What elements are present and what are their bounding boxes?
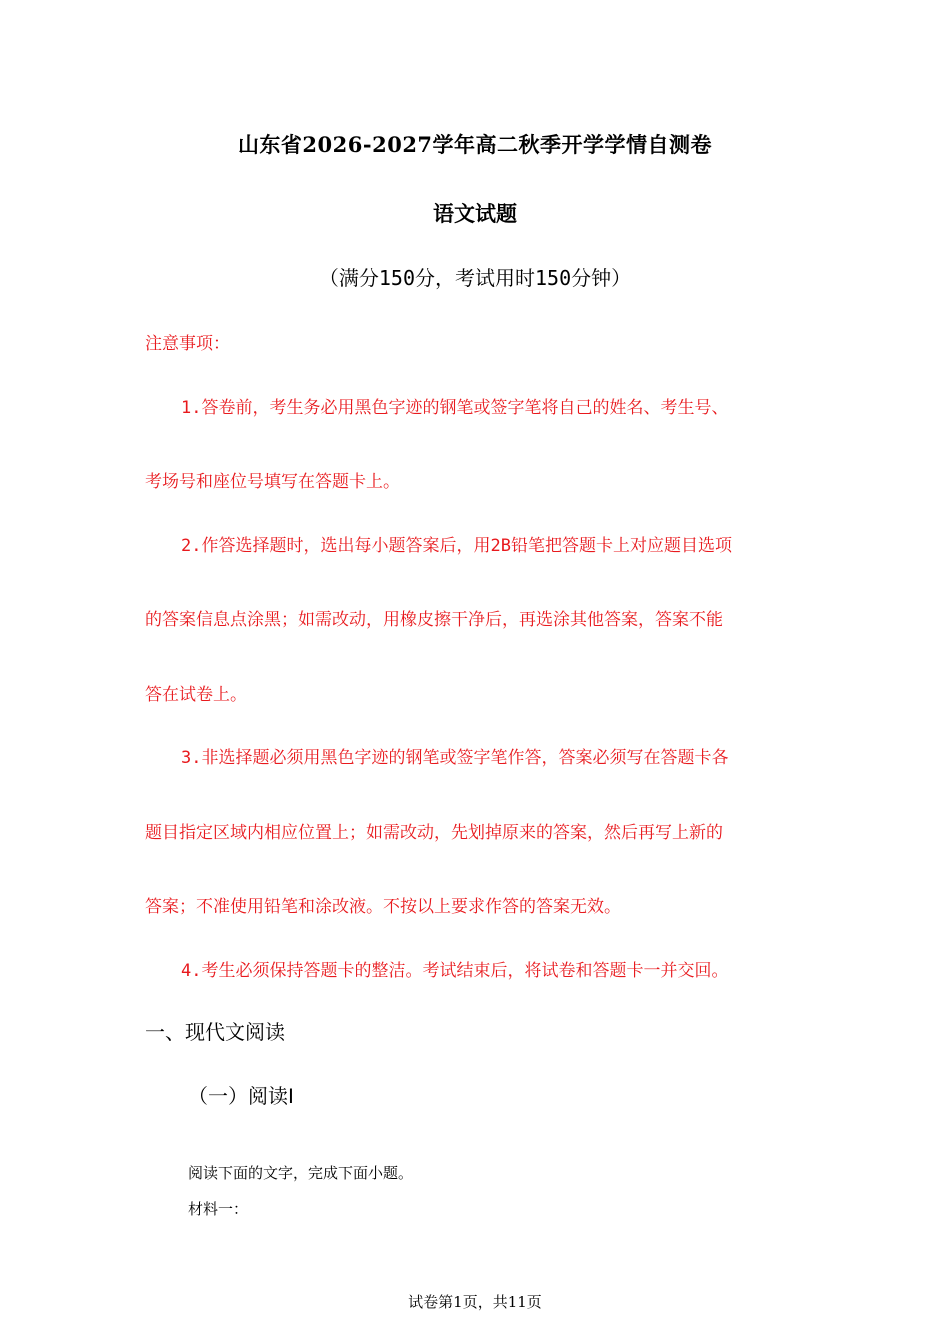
notice-line: 2.作答选择题时，选出每小题答案后，用2B铅笔把答题卡上对应题目选项 xyxy=(181,536,732,556)
notice-line: 考场号和座位号填写在答题卡上。 xyxy=(145,472,400,492)
notice-line: 4.考生必须保持答题卡的整洁。考试结束后，将试卷和答题卡一并交回。 xyxy=(181,961,729,981)
section-heading: 一、现代文阅读 xyxy=(145,1020,285,1044)
material-label: 材料一： xyxy=(188,1200,249,1218)
notice-line: 的答案信息点涂黑；如需改动，用橡皮擦干净后，再选涂其他答案，答案不能 xyxy=(145,610,723,630)
section-subheading: （一）阅读Ⅰ xyxy=(188,1084,294,1108)
exam-title: 山东省2026-2027学年高二秋季开学学情自测卷 xyxy=(237,132,713,157)
notice-line: 3.非选择题必须用黑色字迹的钢笔或签字笔作答，答案必须写在答题卡各 xyxy=(181,748,729,768)
notice-heading: 注意事项： xyxy=(145,334,230,354)
exam-subject: 语文试题 xyxy=(433,201,517,226)
notice-line: 题目指定区域内相应位置上；如需改动，先划掉原来的答案，然后再写上新的 xyxy=(145,823,723,843)
notice-line: 答案；不准使用铅笔和涂改液。不按以上要求作答的答案无效。 xyxy=(145,897,621,917)
score-time-info: （满分150分，考试用时150分钟） xyxy=(318,266,632,290)
reading-instruction: 阅读下面的文字，完成下面小题。 xyxy=(188,1164,414,1182)
notice-line: 1.答卷前，考生务必用黑色字迹的钢笔或签字笔将自己的姓名、考生号、 xyxy=(181,398,729,418)
notice-line: 答在试卷上。 xyxy=(145,685,247,705)
page-footer: 试卷第1页，共11页 xyxy=(408,1293,542,1311)
